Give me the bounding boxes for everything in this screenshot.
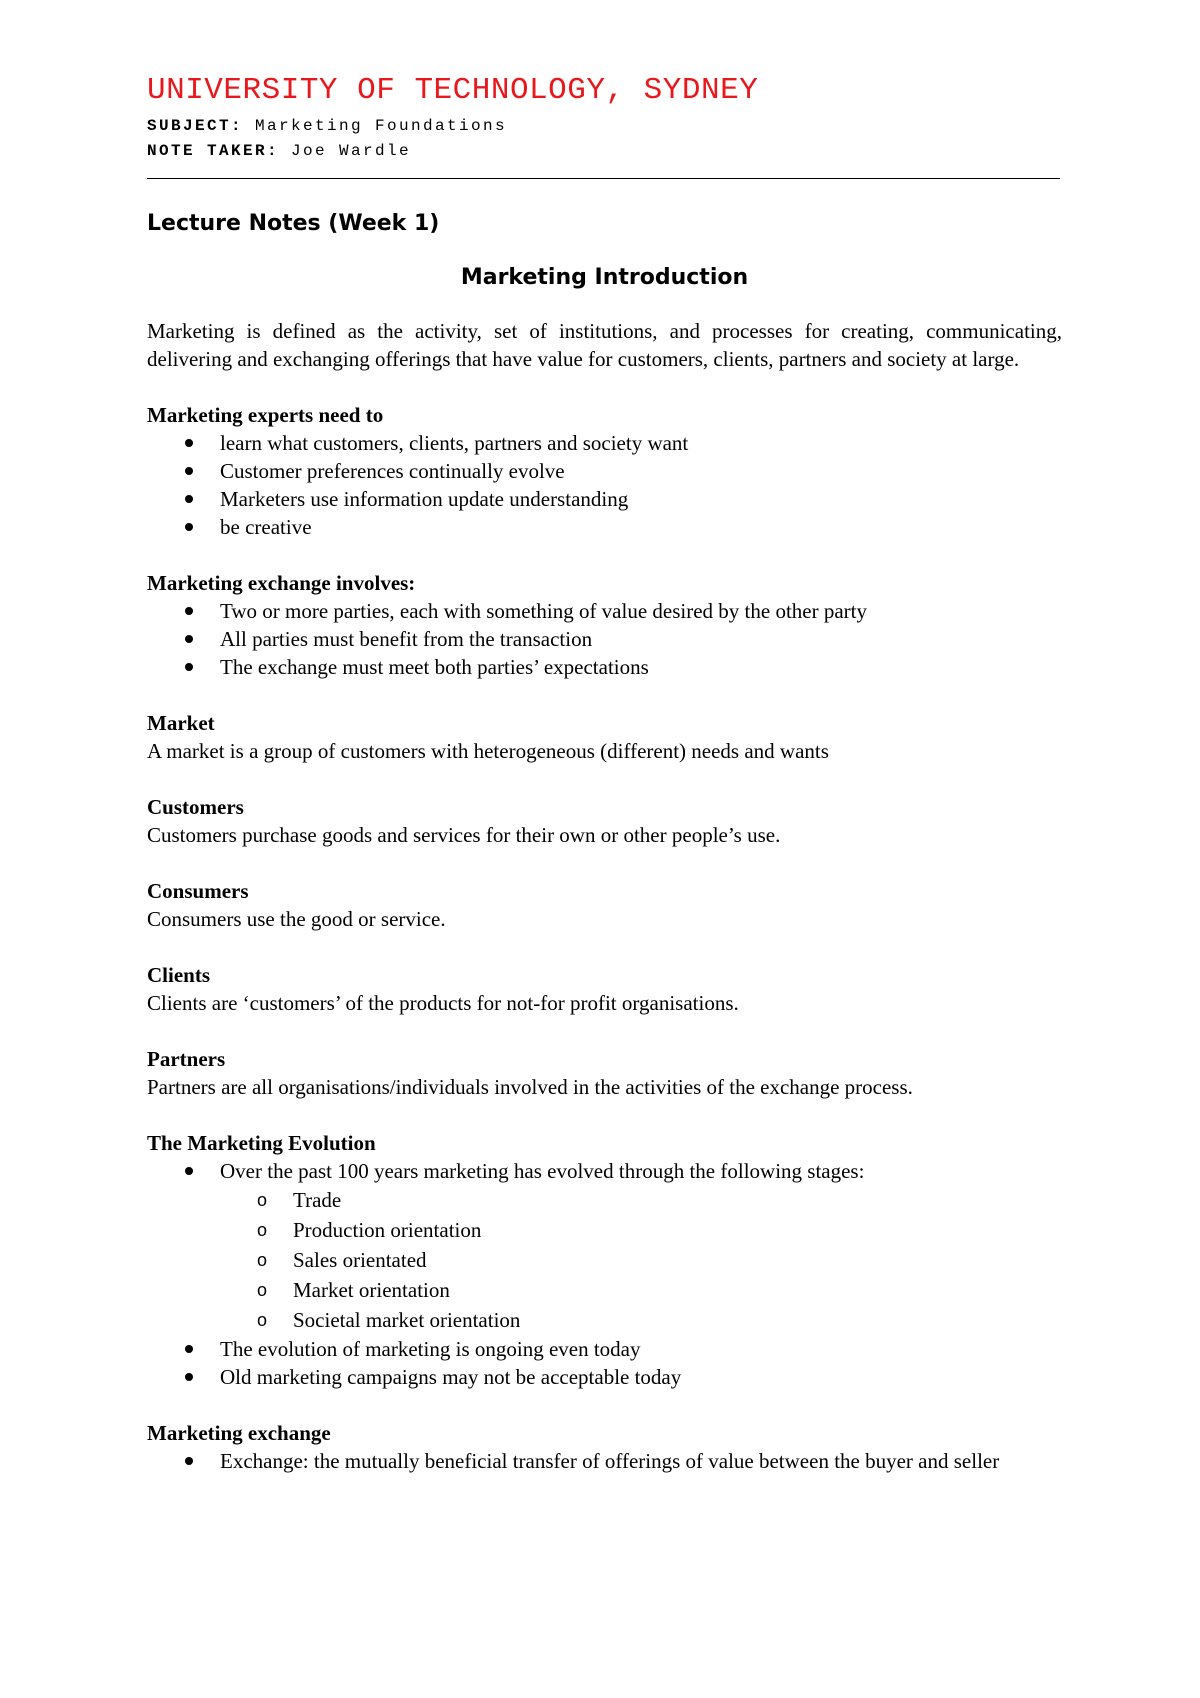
bullet-icon bbox=[185, 439, 193, 447]
definition-customers bbox=[147, 793, 1062, 849]
subject-value: Marketing Foundations bbox=[255, 117, 508, 135]
note-taker-value: Joe Wardle bbox=[291, 142, 412, 160]
subject-line bbox=[147, 114, 1062, 139]
topic-title: Marketing Introduction bbox=[460, 265, 749, 290]
definition-text: Partners are all organisations/individuals involved in the activities of the exchange process. bbox=[147, 1075, 913, 1099]
definition-text: Consumers use the good or service. bbox=[147, 907, 446, 931]
exchange-involves-heading: Marketing exchange involves: bbox=[147, 571, 416, 595]
bullet-icon bbox=[185, 663, 193, 671]
bullet-icon bbox=[185, 607, 193, 615]
circle-bullet-icon: o bbox=[257, 1220, 268, 1240]
header-divider bbox=[147, 178, 1060, 179]
lecture-title: Lecture Notes (Week 1) bbox=[147, 211, 440, 236]
bullet-icon bbox=[185, 635, 193, 643]
note-taker-label: NOTE TAKER: bbox=[147, 142, 280, 160]
evolution-section bbox=[147, 1129, 1062, 1391]
experts-section bbox=[147, 401, 1062, 541]
circle-bullet-icon: o bbox=[257, 1190, 268, 1210]
marketing-exchange-list bbox=[147, 1447, 1062, 1475]
definition-text: Customers purchase goods and services for their own or other people’s use. bbox=[147, 823, 781, 847]
list-item: learn what customers, clients, partners and society want bbox=[147, 429, 1062, 457]
list-item: All parties must benefit from the transaction bbox=[147, 625, 1062, 653]
evolution-notes-list bbox=[147, 1335, 1062, 1391]
evolution-list bbox=[147, 1157, 1062, 1185]
definition-heading: Consumers bbox=[147, 879, 249, 903]
definition-clients bbox=[147, 961, 1062, 1017]
list-item: Marketers use information update understanding bbox=[147, 485, 1062, 513]
stage-item: o Societal market orientation bbox=[147, 1305, 1062, 1335]
circle-bullet-icon: o bbox=[257, 1280, 268, 1300]
list-item: Customer preferences continually evolve bbox=[147, 457, 1062, 485]
definition-heading: Clients bbox=[147, 963, 210, 987]
stage-item: o Production orientation bbox=[147, 1215, 1062, 1245]
subject-label: SUBJECT: bbox=[147, 117, 244, 135]
definition-heading: Partners bbox=[147, 1047, 226, 1071]
definition-market bbox=[147, 709, 1062, 765]
list-item: The evolution of marketing is ongoing even today bbox=[147, 1335, 1062, 1363]
evolution-stages-list bbox=[147, 1185, 1062, 1335]
circle-bullet-icon: o bbox=[257, 1310, 268, 1330]
list-item: Over the past 100 years marketing has evolved through the following stages: bbox=[147, 1157, 1062, 1185]
evolution-heading: The Marketing Evolution bbox=[147, 1131, 376, 1155]
marketing-exchange-section bbox=[147, 1419, 1062, 1475]
bullet-icon bbox=[185, 467, 193, 475]
note-taker-line bbox=[147, 139, 1062, 164]
definition-consumers bbox=[147, 877, 1062, 933]
list-item: Exchange: the mutually beneficial transfer of offerings of value between the buyer and seller bbox=[147, 1447, 1062, 1475]
list-item: be creative bbox=[147, 513, 1062, 541]
exchange-involves-section bbox=[147, 569, 1062, 681]
definition-text: A market is a group of customers with heterogeneous (different) needs and wants bbox=[147, 739, 829, 763]
definition-text: Clients are ‘customers’ of the products for not-for profit organisations. bbox=[147, 991, 739, 1015]
intro-paragraph: Marketing is defined as the activity, set of institutions, and processes for creating, communicating, delivering and exchanging offerings that have value for customers, clients, partners and society at large. bbox=[147, 319, 1062, 371]
stage-item: o Sales orientated bbox=[147, 1245, 1062, 1275]
circle-bullet-icon: o bbox=[257, 1250, 268, 1270]
experts-heading: Marketing experts need to bbox=[147, 403, 384, 427]
marketing-exchange-heading: Marketing exchange bbox=[147, 1421, 331, 1445]
stage-item: o Market orientation bbox=[147, 1275, 1062, 1305]
document-content bbox=[147, 72, 1062, 1475]
definition-heading: Customers bbox=[147, 795, 244, 819]
bullet-icon bbox=[185, 1373, 193, 1381]
definition-partners bbox=[147, 1045, 1062, 1101]
bullet-icon bbox=[185, 523, 193, 531]
stage-item: o Trade bbox=[147, 1185, 1062, 1215]
bullet-icon bbox=[185, 1167, 193, 1175]
list-item: The exchange must meet both parties’ expectations bbox=[147, 653, 1062, 681]
list-item: Old marketing campaigns may not be acceptable today bbox=[147, 1363, 1062, 1391]
experts-list bbox=[147, 429, 1062, 541]
exchange-involves-list bbox=[147, 597, 1062, 681]
bullet-icon bbox=[185, 1457, 193, 1465]
definition-heading: Market bbox=[147, 711, 215, 735]
list-item: Two or more parties, each with something of value desired by the other party bbox=[147, 597, 1062, 625]
university-title: UNIVERSITY OF TECHNOLOGY, SYDNEY bbox=[147, 73, 759, 108]
bullet-icon bbox=[185, 495, 193, 503]
bullet-icon bbox=[185, 1345, 193, 1353]
